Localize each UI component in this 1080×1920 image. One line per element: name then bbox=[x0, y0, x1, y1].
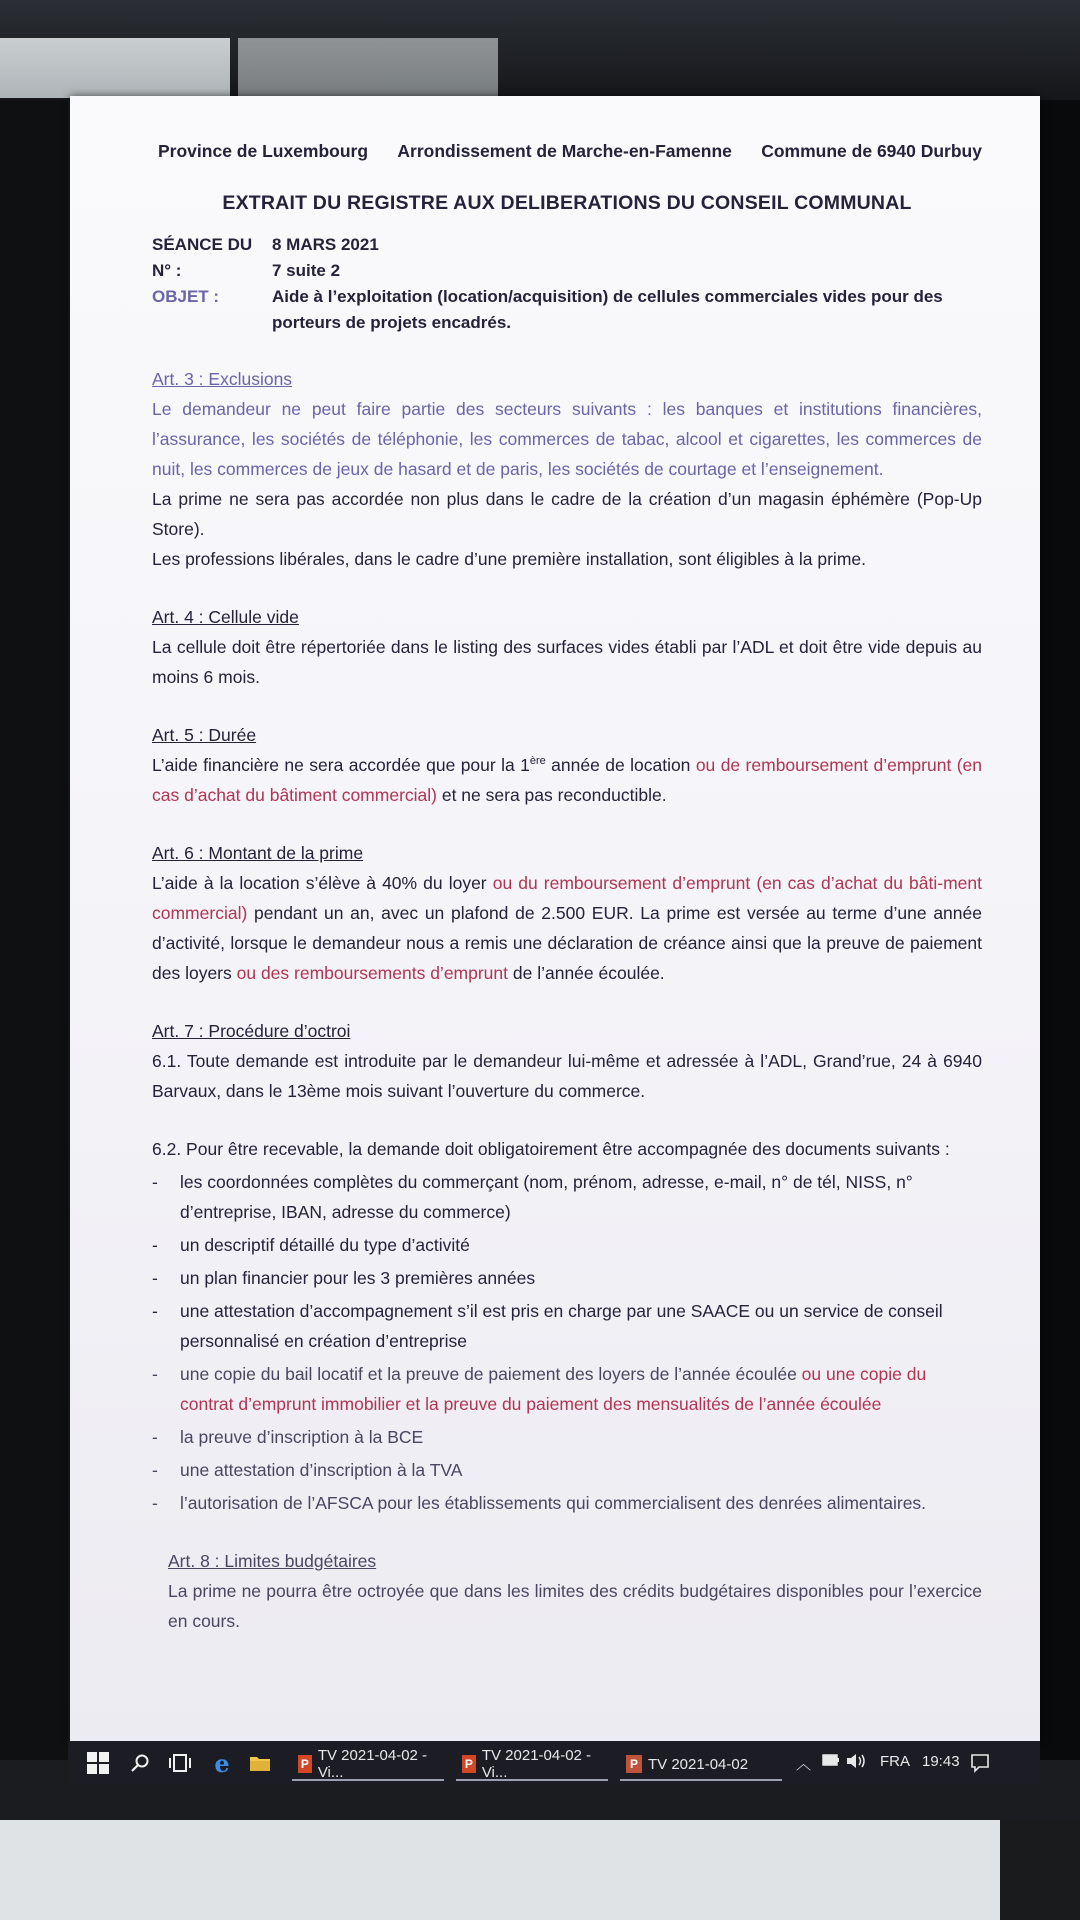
taskbar-task-label: TV 2021-04-02 bbox=[648, 1755, 749, 1773]
list-item bbox=[152, 1422, 982, 1452]
powerpoint-icon: P bbox=[298, 1755, 312, 1773]
article-4-title: Art. 4 : Cellule vide bbox=[152, 607, 299, 627]
num-label: N° : bbox=[152, 261, 182, 280]
desk-surface bbox=[0, 1820, 1000, 1920]
bullet-dash: - bbox=[152, 1268, 158, 1288]
taskbar bbox=[70, 1741, 1040, 1785]
list-item bbox=[152, 1296, 982, 1356]
article-6-text-b: pendant un an, avec un plafond de 2.500 EUR. La prime est versée au terme d’une année d’activité, lorsque le demandeur nous a remis une déclaration de créance ainsi que la preuve de paiement des loyers bbox=[152, 903, 982, 983]
article-3 bbox=[152, 364, 982, 574]
article-3-paragraph-2: La prime ne sera pas accordée non plus dans le cadre de la création d’un magasin éphémère (Pop-Up Store). bbox=[152, 489, 982, 539]
monitor-left-bezel bbox=[0, 100, 68, 1760]
powerpoint-icon: P bbox=[626, 1755, 642, 1773]
article-7-title: Art. 7 : Procédure d’octroi bbox=[152, 1021, 351, 1041]
header-arrondissement: Arrondissement de Marche-en-Famenne bbox=[397, 141, 732, 161]
file-explorer-icon[interactable] bbox=[248, 1751, 272, 1775]
article-4-paragraph: La cellule doit être répertoriée dans le listing des surfaces vides établi par l’ADL et doit être vide depuis au moins 6 mois. bbox=[152, 637, 982, 687]
header-province: Province de Luxembourg bbox=[158, 141, 369, 161]
article-5-paragraph bbox=[152, 750, 982, 810]
article-5-text-a: L’aide financière ne sera accordée que pour la 1 bbox=[152, 755, 530, 775]
bullet-dash: - bbox=[152, 1460, 158, 1480]
article-6 bbox=[152, 838, 982, 988]
show-hidden-icons-chevron-up-icon[interactable]: ︿ bbox=[796, 1756, 812, 1773]
bullet-dash: - bbox=[152, 1493, 158, 1513]
bullet-dash: - bbox=[152, 1235, 158, 1255]
article-7-paragraph-2: 6.2. Pour être recevable, la demande doit obligatoirement être accompagnée des documents suivants : bbox=[152, 1139, 950, 1159]
article-6-title: Art. 6 : Montant de la prime bbox=[152, 843, 364, 863]
powerpoint-icon: P bbox=[462, 1755, 476, 1773]
bullet-dash: - bbox=[152, 1427, 158, 1447]
window-reflection-right bbox=[238, 38, 498, 98]
article-4 bbox=[152, 602, 982, 692]
list-item bbox=[152, 1230, 982, 1260]
bullet-text: l’autorisation de l’AFSCA pour les établissements qui commercialisent des denrées alimentaires. bbox=[180, 1493, 927, 1513]
list-item bbox=[152, 1488, 982, 1518]
article-3-paragraph-3: Les professions libérales, dans le cadre d’une première installation, sont éligibles à la prime. bbox=[152, 549, 866, 569]
objet-label: OBJET : bbox=[152, 287, 220, 306]
list-item bbox=[152, 1167, 982, 1227]
header-commune: Commune de 6940 Durbuy bbox=[761, 141, 982, 161]
num-value: 7 suite 2 bbox=[272, 261, 341, 280]
list-item bbox=[152, 1263, 982, 1293]
objet-value: Aide à l’exploitation (location/acquisition) de cellules commerciales vides pour des porteurs de projets encadrés. bbox=[272, 287, 943, 332]
article-7-paragraph-1: 6.1. Toute demande est introduite par le demandeur lui-même et adressée à l’ADL, Grand’rue, 24 à 6940 Barvaux, dans le 13ème mois suivant l’ouverture du commerce. bbox=[152, 1051, 982, 1101]
screen bbox=[70, 96, 1040, 1741]
document-header bbox=[158, 136, 982, 166]
article-6-paragraph bbox=[152, 868, 982, 988]
bullet-dash: - bbox=[152, 1364, 158, 1384]
list-item bbox=[152, 1455, 982, 1485]
speaker-volume-icon[interactable] bbox=[846, 1753, 868, 1773]
bullet-dash: - bbox=[152, 1301, 158, 1321]
article-6-text-c: de l’année écoulée. bbox=[508, 963, 665, 983]
windows-start-icon[interactable] bbox=[86, 1751, 110, 1775]
bullet-text: les coordonnées complètes du commerçant (nom, prénom, adresse, e-mail, n° de tél, NISS, n° d’entreprise, IBAN, adresse du commerce) bbox=[180, 1172, 913, 1222]
bullet-text: une attestation d’inscription à la TVA bbox=[180, 1460, 463, 1480]
article-6-amendment-2: ou des remboursements d’emprunt bbox=[236, 963, 509, 983]
seance-value: 8 MARS 2021 bbox=[272, 235, 379, 254]
article-5-title: Art. 5 : Durée bbox=[152, 725, 257, 745]
article-3-title: Art. 3 : Exclusions bbox=[152, 369, 293, 389]
taskbar-task-2[interactable] bbox=[456, 1749, 608, 1781]
article-5-superscript: ère bbox=[529, 755, 546, 768]
article-5-amendment: ou de remboursement d’emprunt (en cas d’achat du bâtiment commercial) bbox=[152, 755, 983, 805]
bullet-5-text: une copie du bail locatif et la preuve de paiement des loyers de l’année écoulée bbox=[180, 1364, 802, 1384]
article-8-paragraph: La prime ne pourra être octroyée que dans les limites des crédits budgétaires disponibles pour l’exercice en cours. bbox=[168, 1581, 982, 1631]
taskbar-task-label: TV 2021-04-02 - Vi... bbox=[317, 1747, 428, 1781]
article-5-text-c: et ne sera pas reconductible. bbox=[436, 785, 667, 805]
seance-label: SÉANCE DU bbox=[152, 235, 253, 254]
bullet-text: une attestation d’accompagnement s’il est pris en charge par une SAACE ou un service de conseil personnalisé en création d’entreprise bbox=[180, 1301, 943, 1351]
language-indicator[interactable]: FRA bbox=[880, 1753, 910, 1770]
list-item bbox=[152, 1359, 982, 1419]
bullet-5-amendment: ou une copie du contrat d’emprunt immobilier et la preuve du paiement des mensualités de l’année écoulée bbox=[180, 1364, 927, 1414]
article-6-text-a: L’aide à la location s’élève à 40% du loyer bbox=[152, 873, 493, 893]
monitor-stand-shadow bbox=[1000, 1820, 1080, 1920]
bullet-text: la preuve d’inscription à la BCE bbox=[180, 1427, 424, 1447]
task-view-icon[interactable] bbox=[168, 1751, 192, 1775]
bullet-text bbox=[180, 1359, 982, 1419]
bullet-text: un descriptif détaillé du type d’activité bbox=[180, 1235, 470, 1255]
document bbox=[152, 136, 982, 1636]
article-3-paragraph-1: Le demandeur ne peut faire partie des secteurs suivants : les banques et institutions financières, l’assurance, les sociétés de téléphonie, les commerces de tabac, alcool et cigarettes, les commerces de nuit, les commerces de jeux de hasard et de paris, les sociétés de courtage et l’enseignement. bbox=[152, 399, 982, 479]
taskbar-task-label: TV 2021-04-02 - Vi... bbox=[481, 1747, 592, 1781]
article-8 bbox=[168, 1546, 982, 1636]
monitor-right-bezel bbox=[1040, 100, 1080, 1760]
notifications-icon[interactable] bbox=[970, 1753, 990, 1777]
article-5-text-b: année de location bbox=[545, 755, 696, 775]
edge-browser-icon[interactable]: e bbox=[214, 1748, 230, 1778]
bullet-dash: - bbox=[152, 1172, 158, 1192]
window-reflection-left bbox=[0, 38, 230, 98]
article-7 bbox=[152, 1016, 982, 1518]
article-8-title: Art. 8 : Limites budgétaires bbox=[168, 1551, 377, 1571]
taskbar-task-3[interactable] bbox=[620, 1749, 782, 1781]
article-6-amendment-1: ou du remboursement d’emprunt (en cas d’achat du bâti-ment commercial) bbox=[152, 873, 982, 923]
battery-icon[interactable] bbox=[822, 1753, 840, 1770]
document-title: EXTRAIT DU REGISTRE AUX DELIBERATIONS DU CONSEIL COMMUNAL bbox=[222, 192, 912, 214]
search-icon[interactable] bbox=[128, 1751, 152, 1775]
document-meta bbox=[152, 232, 982, 336]
article-5 bbox=[152, 720, 982, 810]
bullet-text: un plan financier pour les 3 premières années bbox=[180, 1268, 536, 1288]
clock-time[interactable]: 19:43 bbox=[922, 1753, 960, 1770]
taskbar-task-1[interactable] bbox=[292, 1749, 444, 1781]
